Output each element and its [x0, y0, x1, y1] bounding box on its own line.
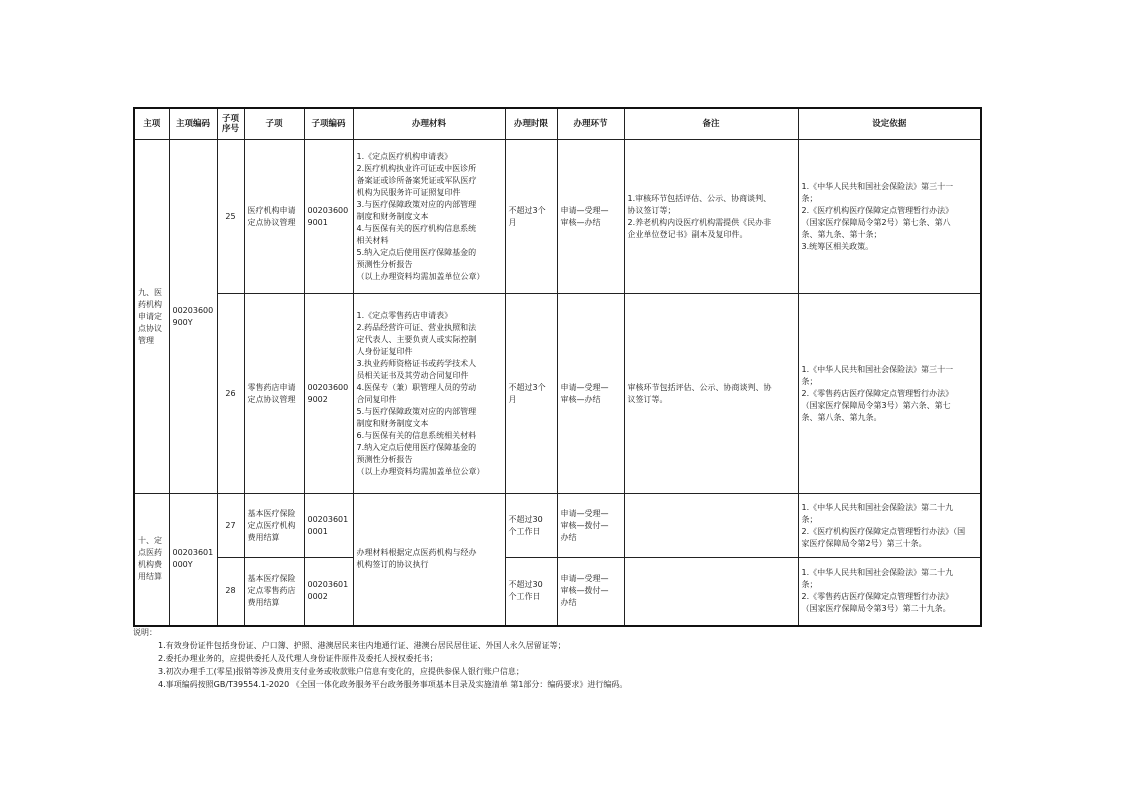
note-line: 3.初次办理手工(零星)报销等涉及费用支付业务或收款账户信息有变化的，应提供参保人银行账户信息； [158, 667, 524, 676]
sub-no-cell: 28 [217, 558, 244, 626]
table-row [134, 140, 981, 294]
remarks-cell [624, 494, 798, 558]
header-remarks: 备注 [624, 108, 798, 140]
main-code-cell: 00203600 900Y [169, 140, 217, 494]
materials-cell: 1.《定点医疗机构申请表》 2.医疗机构执业许可证或中医诊所 备案证或诊所备案凭证或军队医疗 机构为民服务许可证照复印件 3.与医疗保障政策对应的内部管理 制度和财务制度文本 4.与医保有关的医疗机构信息系统 相关材料 5.纳入定点后使用医疗保障基金的 预测性分析报告 （以上办理资料均需加盖单位公章） [353, 140, 505, 294]
remarks-cell [624, 558, 798, 626]
header-main-item: 主项 [134, 108, 169, 140]
sub-item-cell: 基本医疗保险 定点零售药店 费用结算 [244, 558, 304, 626]
sub-no-cell: 27 [217, 494, 244, 558]
note-line: 1.有效身份证件包括身份证、户口簿、护照、港澳居民来往内地通行证、港澳台居民居住证、外国人永久居留证等； [158, 641, 566, 650]
materials-cell: 办理材料根据定点医药机构与经办 机构签订的协议执行 [353, 494, 505, 626]
basis-cell: 1.《中华人民共和国社会保险法》第三十一 条； 2.《医疗机构医疗保障定点管理暂行办法》 （国家医疗保障局令第2号）第七条、第八 条、第九条、第十条； 3.统筹区相关政策。 [798, 140, 981, 294]
sub-code-cell: 00203600 9002 [304, 294, 353, 494]
process-cell: 申请—受理— 审核—办结 [557, 294, 624, 494]
sub-code-cell: 00203600 9001 [304, 140, 353, 294]
header-process: 办理环节 [557, 108, 624, 140]
header-time-limit: 办理时限 [505, 108, 557, 140]
process-cell: 申请—受理— 审核—办结 [557, 140, 624, 294]
table-row [134, 294, 981, 494]
header-sub-code: 子项编码 [304, 108, 353, 140]
service-items-table [133, 107, 982, 627]
main-code-cell: 00203601 000Y [169, 494, 217, 626]
basis-cell: 1.《中华人民共和国社会保险法》第三十一 条； 2.《零售药店医疗保障定点管理暂行办法》 （国家医疗保障局令第3号）第六条、第七 条、第八条、第九条。 [798, 294, 981, 494]
header-materials: 办理材料 [353, 108, 505, 140]
header-sub-item: 子项 [244, 108, 304, 140]
note-line: 4.事项编码按照GB/T39554.1-2020 《全国一体化政务服务平台政务服务事项基本目录及实施清单 第1部分：编码要求》进行编码。 [158, 680, 628, 689]
process-cell: 申请—受理— 审核—拨付— 办结 [557, 558, 624, 626]
time-limit-cell: 不超过30 个工作日 [505, 558, 557, 626]
header-sub-no: 子项 序号 [217, 108, 244, 140]
sub-item-cell: 基本医疗保险 定点医疗机构 费用结算 [244, 494, 304, 558]
sub-code-cell: 00203601 0001 [304, 494, 353, 558]
main-item-cell: 九、医 药机构 申请定 点协议 管理 [134, 140, 169, 494]
header-main-code: 主项编码 [169, 108, 217, 140]
notes-heading: 说明： [133, 628, 157, 637]
sub-code-cell: 00203601 0002 [304, 558, 353, 626]
materials-cell: 1.《定点零售药店申请表》 2.药品经营许可证、营业执照和法 定代表人、主要负责人或实际控制 人身份证复印件 3.执业药师资格证书或药学技术人 员相关证书及其劳动合同复印件 4.医保专（兼）职管理人员的劳动 合同复印件 5.与医疗保障政策对应的内部管理 制度和财务制度文本 6.与医保有关的信息系统相关材料 7.纳入定点后使用医疗保障基金的 预测性分析报告 （以上办理资料均需加盖单位公章） [353, 294, 505, 494]
notes-section [133, 626, 993, 691]
sub-item-cell: 医疗机构申请 定点协议管理 [244, 140, 304, 294]
main-item-cell: 十、定 点医药 机构费 用结算 [134, 494, 169, 626]
remarks-cell: 1.审核环节包括评估、公示、协商谈判、 协议签订等； 2.养老机构内设医疗机构需提供《民办非 企业单位登记书》副本及复印件。 [624, 140, 798, 294]
note-line: 2.委托办理业务的，应提供委托人及代理人身份证件原件及委托人授权委托书； [158, 654, 438, 663]
basis-cell: 1.《中华人民共和国社会保险法》第二十九 条； 2.《零售药店医疗保障定点管理暂行办法》 （国家医疗保障局令第3号）第二十九条。 [798, 558, 981, 626]
time-limit-cell: 不超过3个 月 [505, 294, 557, 494]
sub-no-cell: 25 [217, 140, 244, 294]
time-limit-cell: 不超过30 个工作日 [505, 494, 557, 558]
table-row [134, 558, 981, 626]
header-basis: 设定依据 [798, 108, 981, 140]
table-header-row [134, 108, 981, 140]
time-limit-cell: 不超过3个 月 [505, 140, 557, 294]
remarks-cell: 审核环节包括评估、公示、协商谈判、协 议签订等。 [624, 294, 798, 494]
process-cell: 申请—受理— 审核—拨付— 办结 [557, 494, 624, 558]
sub-no-cell: 26 [217, 294, 244, 494]
basis-cell: 1.《中华人民共和国社会保险法》第二十九 条； 2.《医疗机构医疗保障定点管理暂行办法》（国 家医疗保障局令第2号）第三十条。 [798, 494, 981, 558]
sub-item-cell: 零售药店申请 定点协议管理 [244, 294, 304, 494]
table-row [134, 494, 981, 558]
